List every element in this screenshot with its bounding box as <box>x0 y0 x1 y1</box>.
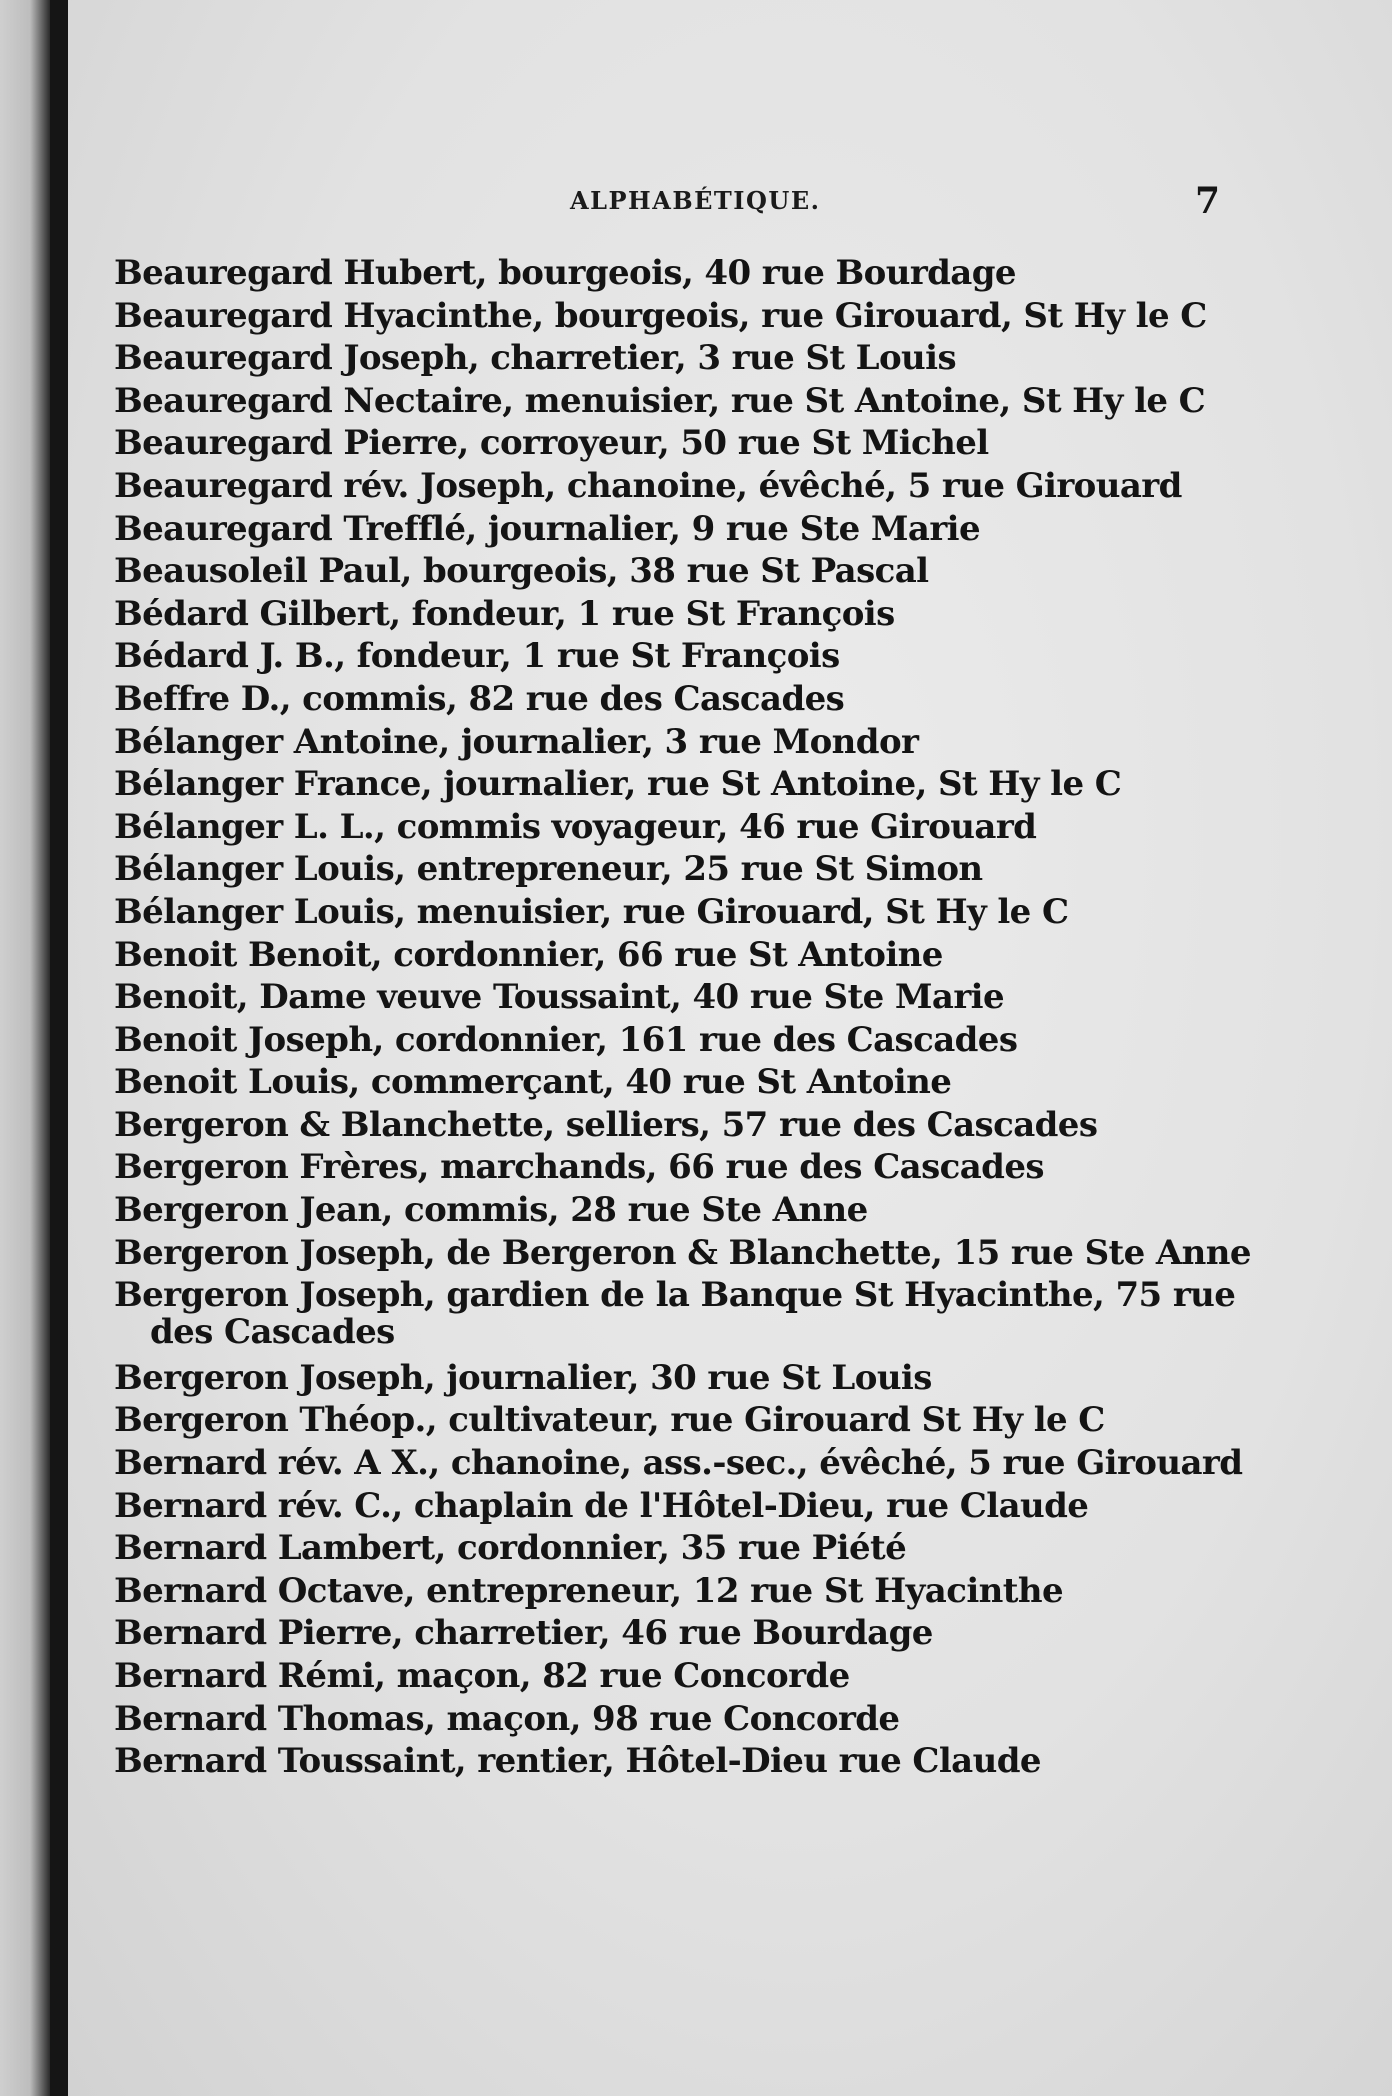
directory-entry <box>114 1232 1314 1275</box>
page-number: 7 <box>1195 180 1221 222</box>
entry-text: Beauregard Nectaire, menuisier, rue St Antoine, St Hy le C <box>114 380 1206 421</box>
entry-text: Bernard rév. A X., chanoine, ass.-sec., évêché, 5 rue Girouard <box>114 1443 1243 1484</box>
entry-text: Bergeron Joseph, journalier, 30 rue St Louis <box>114 1357 932 1398</box>
directory-entry <box>114 678 1314 721</box>
entry-text: Bernard rév. C., chaplain de l'Hôtel-Dieu, rue Claude <box>114 1485 1089 1526</box>
entry-text: Bergeron Frères, marchands, 66 rue des Cascades <box>114 1147 1044 1188</box>
running-head <box>100 180 1280 226</box>
directory-page <box>68 0 1392 2096</box>
running-head-title: ALPHABÉTIQUE. <box>570 186 821 215</box>
directory-entry <box>114 806 1314 849</box>
directory-entry <box>114 422 1314 465</box>
entry-text: Bédard Gilbert, fondeur, 1 rue St François <box>114 593 895 634</box>
directory-entry <box>114 721 1314 764</box>
directory-entry <box>114 1061 1314 1104</box>
directory-entry <box>114 1357 1314 1400</box>
book-spine-shadow <box>50 0 70 2096</box>
directory-entry <box>114 1274 1314 1352</box>
directory-entry <box>114 1442 1314 1485</box>
entry-text: Benoit Louis, commerçant, 40 rue St Antoine <box>114 1062 952 1103</box>
entry-text: Beauregard rév. Joseph, chanoine, évêché, 5 rue Girouard <box>114 465 1182 506</box>
entry-text: Beauregard Hubert, bourgeois, 40 rue Bourdage <box>114 253 1016 293</box>
entry-text: Beauregard Pierre, corroyeur, 50 rue St Michel <box>114 423 989 464</box>
entry-text: Bélanger L. L., commis voyageur, 46 rue Girouard <box>114 806 1037 847</box>
entry-text: Beauregard Hyacinthe, bourgeois, rue Girouard, St Hy le C <box>114 295 1207 336</box>
directory-entry <box>114 1655 1314 1698</box>
entry-text: Bernard Pierre, charretier, 46 rue Bourdage <box>114 1613 933 1654</box>
directory-entry <box>114 1104 1314 1147</box>
directory-entry <box>114 1399 1314 1442</box>
directory-entry <box>114 976 1314 1019</box>
entry-text: Beausoleil Paul, bourgeois, 38 rue St Pascal <box>114 551 929 592</box>
directory-entry <box>114 337 1314 380</box>
directory-entry <box>114 508 1314 551</box>
directory-entry <box>114 550 1314 593</box>
directory-entry <box>114 252 1314 295</box>
entry-text: Benoit Joseph, cordonnier, 161 rue des Cascades <box>114 1019 1018 1060</box>
entry-text: Benoit, Dame veuve Toussaint, 40 rue Ste Marie <box>114 977 1004 1018</box>
directory-entry <box>114 593 1314 636</box>
directory-entry <box>114 1189 1314 1232</box>
entry-text: Bélanger Antoine, journalier, 3 rue Mondor <box>114 721 919 762</box>
entry-text: Beauregard Joseph, charretier, 3 rue St Louis <box>114 338 957 379</box>
scan-left-margin <box>0 0 50 2096</box>
entry-text: Bernard Toussaint, rentier, Hôtel-Dieu rue Claude <box>114 1741 1041 1782</box>
entry-text: Bélanger France, journalier, rue St Antoine, St Hy le C <box>114 764 1122 805</box>
directory-entry <box>114 295 1314 338</box>
entry-text: Bernard Rémi, maçon, 82 rue Concorde <box>114 1656 850 1696</box>
entry-text: Benoit Benoit, cordonnier, 66 rue St Antoine <box>114 934 943 975</box>
directory-entry <box>114 1019 1314 1062</box>
directory-entry <box>114 763 1314 806</box>
entry-text: Bélanger Louis, entrepreneur, 25 rue St Simon <box>114 849 983 890</box>
entry-text: Bergeron Théop., cultivateur, rue Girouard St Hy le C <box>114 1400 1105 1441</box>
entry-text: Bergeron Joseph, de Bergeron & Blanchette, 15 rue Ste Anne <box>114 1232 1251 1273</box>
entry-text: Bélanger Louis, menuisier, rue Girouard, St Hy le C <box>114 891 1069 932</box>
directory-entry <box>114 891 1314 934</box>
directory-entry <box>114 465 1314 508</box>
directory-entry <box>114 1698 1314 1741</box>
entry-text: Beffre D., commis, 82 rue des Cascades <box>114 678 845 719</box>
entry-text: Bédard J. B., fondeur, 1 rue St François <box>114 636 840 677</box>
entry-text: Bernard Lambert, cordonnier, 35 rue Piété <box>114 1528 907 1569</box>
entry-text: Bergeron Joseph, gardien de la Banque St Hyacinthe, 75 rue <box>114 1275 1236 1316</box>
entry-text: Bernard Thomas, maçon, 98 rue Concorde <box>114 1698 900 1739</box>
entry-text: Bergeron Jean, commis, 28 rue Ste Anne <box>114 1190 868 1231</box>
directory-entry <box>114 1485 1314 1528</box>
entry-text: Beauregard Trefflé, journalier, 9 rue Ste Marie <box>114 508 981 549</box>
directory-entry <box>114 380 1314 423</box>
entry-text: Bergeron & Blanchette, selliers, 57 rue des Cascades <box>114 1104 1098 1145</box>
directory-entry <box>114 1740 1314 1783</box>
directory-entry <box>114 848 1314 891</box>
directory-entry <box>114 1612 1314 1655</box>
directory-entries <box>114 252 1314 1783</box>
directory-entry <box>114 934 1314 977</box>
directory-entry <box>114 1146 1314 1189</box>
entry-text: Bernard Octave, entrepreneur, 12 rue St Hyacinthe <box>114 1570 1064 1611</box>
entry-continuation: des Cascades <box>150 1311 395 1352</box>
directory-entry <box>114 1527 1314 1570</box>
directory-entry <box>114 1570 1314 1613</box>
directory-entry <box>114 635 1314 678</box>
